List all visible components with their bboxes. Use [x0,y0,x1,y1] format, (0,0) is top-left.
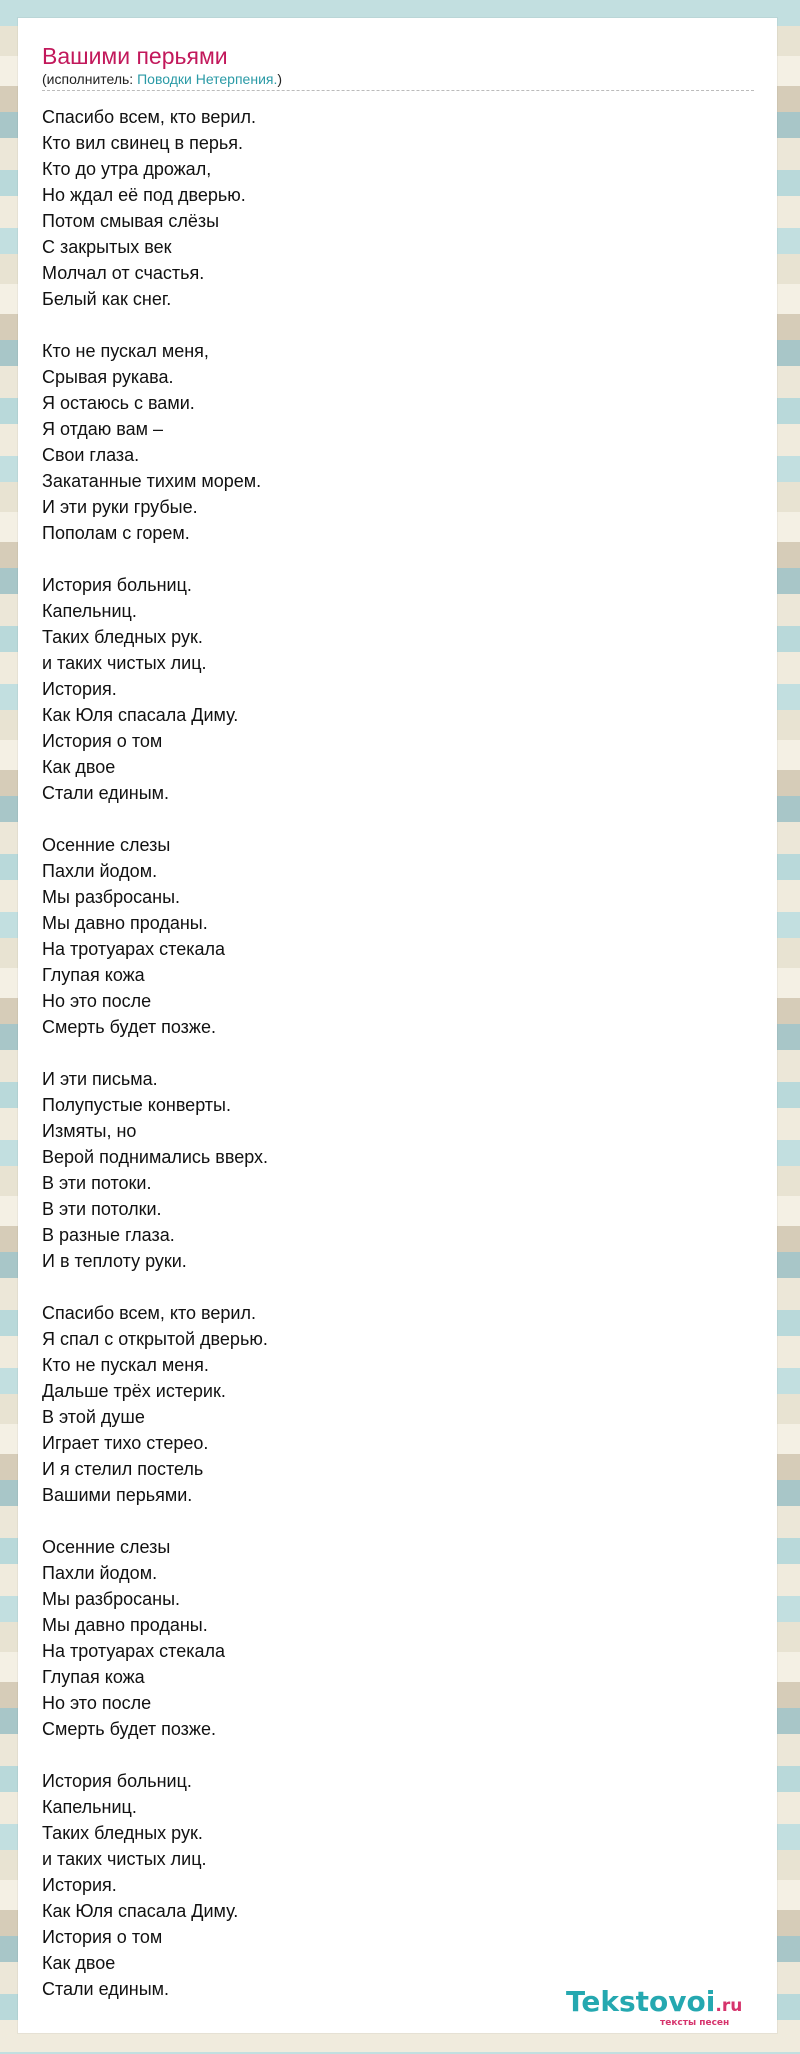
lyric-line: Пахли йодом. [42,1563,158,1583]
lyrics-body [42,104,268,2028]
lyric-line: Полупустые конверты. [42,1095,231,1115]
lyric-line: На тротуарах стекала [42,939,226,959]
lyric-line: Как Юля спасала Диму. [42,1901,239,1921]
lyric-line: Закатанные тихим морем. [42,471,262,491]
lyric-line: Спасибо всем, кто верил. [42,107,256,127]
lyric-line: Как двое [42,1953,116,1973]
artist-prefix: (исполнитель: [42,71,138,87]
stanza [42,338,268,546]
artist-line [42,70,754,91]
lyric-line: Верой поднимались вверх. [42,1147,269,1167]
lyric-line: И в теплоту руки. [42,1251,187,1271]
lyric-line: Свои глаза. [42,445,140,465]
lyric-line: и таких чистых лиц. [42,653,207,673]
lyric-line: Осенние слезы [42,1537,171,1557]
lyric-line: Спасибо всем, кто верил. [42,1303,256,1323]
lyric-line: Мы разбросаны. [42,887,181,907]
lyric-line: Кто до утра дрожал, [42,159,212,179]
lyric-line: В эти потолки. [42,1199,162,1219]
lyric-line: Капельниц. [42,1797,137,1817]
stanza [42,572,268,806]
logo-tagline: тексты песен [660,2018,730,2028]
lyric-line: Молчал от счастья. [42,263,205,283]
artist-link[interactable]: Поводки Нетерпения. [137,71,278,87]
logo-domain: .ru [715,1996,743,2016]
lyric-line: и таких чистых лиц. [42,1849,207,1869]
lyric-line: Но ждал её под дверью. [42,185,246,205]
lyric-line: Вашими перьями. [42,1485,193,1505]
stanza [42,1534,268,1742]
artist-suffix: ) [277,71,283,87]
lyric-line: Глупая кожа [42,965,145,985]
lyric-line: Мы давно проданы. [42,913,208,933]
lyric-line: Стали единым. [42,1979,170,1999]
lyric-line: Мы разбросаны. [42,1589,181,1609]
lyric-line: И эти письма. [42,1069,158,1089]
stanza [42,1768,268,2002]
lyric-line: С закрытых век [42,237,172,257]
stanza [42,104,268,312]
lyric-line: Пополам с горем. [42,523,190,543]
content-card [18,18,777,2033]
site-logo[interactable] [566,1985,778,2033]
lyric-line: В разные глаза. [42,1225,175,1245]
lyric-line: Кто не пускал меня. [42,1355,209,1375]
lyric-line: Потом смывая слёзы [42,211,220,231]
lyric-line: Глупая кожа [42,1667,145,1687]
stanza [42,1066,268,1274]
lyric-line: В эти потоки. [42,1173,152,1193]
lyric-line: Как двое [42,757,116,777]
lyric-line: Кто не пускал меня, [42,341,209,361]
logo-main-text: Tekstovoi [566,1985,716,2018]
lyric-line: Но это после [42,1693,152,1713]
lyric-line: Таких бледных рук. [42,1823,203,1843]
lyric-line: Пахли йодом. [42,861,158,881]
lyric-line: Стали единым. [42,783,170,803]
lyric-line: Дальше трёх истерик. [42,1381,226,1401]
lyric-line: Кто вил свинец в перья. [42,133,243,153]
lyric-line: Я спал с открытой дверью. [42,1329,268,1349]
lyric-line: Таких бледных рук. [42,627,203,647]
lyric-line: Как Юля спасала Диму. [42,705,239,725]
lyric-line: Белый как снег. [42,289,172,309]
lyric-line: Я остаюсь с вами. [42,393,195,413]
lyric-line: История о том [42,731,163,751]
lyric-line: Играет тихо стерео. [42,1433,209,1453]
lyric-line: Измяты, но [42,1121,137,1141]
lyric-line: История. [42,679,117,699]
lyric-line: История больниц. [42,1771,192,1791]
lyric-line: И я стелил постель [42,1459,204,1479]
lyric-line: В этой душе [42,1407,145,1427]
lyric-line: История. [42,1875,117,1895]
lyric-line: Капельниц. [42,601,137,621]
stanza [42,832,268,1040]
lyric-line: Срывая рукава. [42,367,174,387]
lyric-line: История больниц. [42,575,192,595]
song-title: Вашими перьями [42,43,228,69]
lyric-line: Я отдаю вам – [42,419,164,439]
lyric-line: Мы давно проданы. [42,1615,208,1635]
lyric-line: История о том [42,1927,163,1947]
lyric-line: Но это после [42,991,152,1011]
lyric-line: На тротуарах стекала [42,1641,226,1661]
stanza [42,1300,268,1508]
lyric-line: Смерть будет позже. [42,1719,216,1739]
lyric-line: Осенние слезы [42,835,171,855]
lyric-line: Смерть будет позже. [42,1017,216,1037]
lyric-line: И эти руки грубые. [42,497,198,517]
